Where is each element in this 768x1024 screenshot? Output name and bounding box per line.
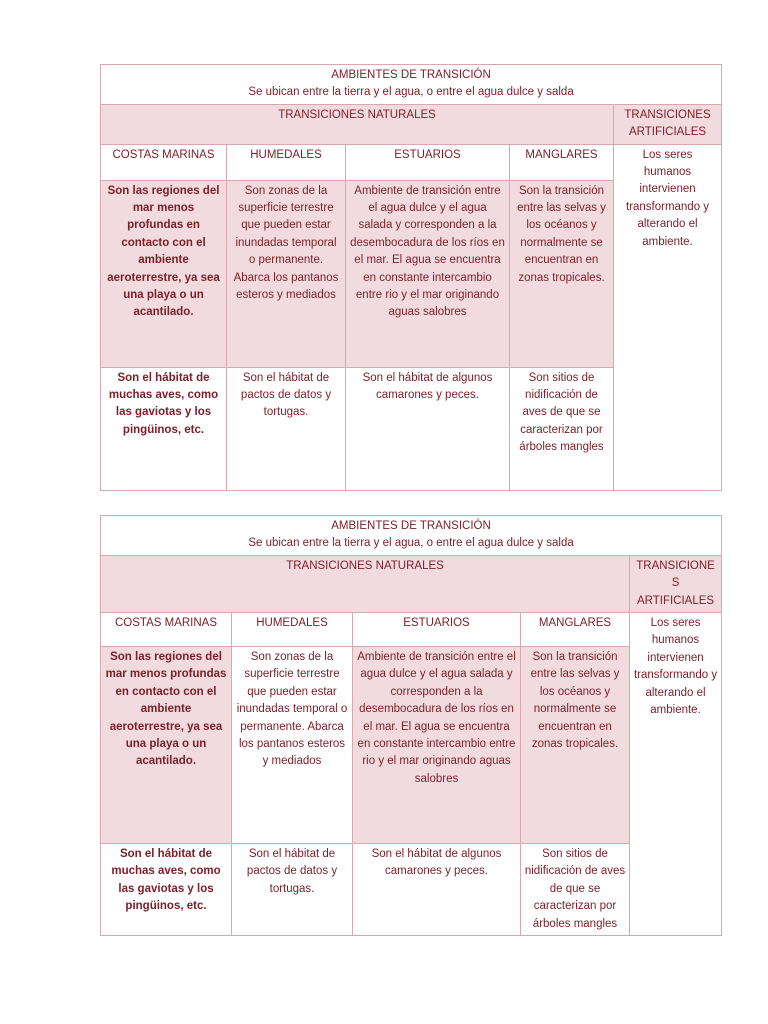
column-header-humedales: HUMEDALES <box>227 144 346 180</box>
table-title-cell <box>101 65 722 105</box>
column-header-estuarios: ESTUARIOS <box>353 613 521 647</box>
column-header-humedales: HUMEDALES <box>232 613 353 647</box>
habitat-manglares: Son sitios de nidificación de aves de que se caracterizan por árboles mangles <box>521 844 630 936</box>
artificial-transitions-header: TRANSICIONES ARTIFICIALES <box>614 104 722 144</box>
habitat-estuarios: Son el hábitat de algunos camarones y peces. <box>353 844 521 936</box>
table-subtitle: Se ubican entre la tierra y el agua, o entre el agua dulce y salda <box>248 86 574 99</box>
habitat-manglares: Son sitios de nidificación de aves de que se caracterizan por árboles mangles <box>510 367 614 490</box>
definition-estuarios: Ambiente de transición entre el agua dulce y el agua salada y corresponden a la desembocadura de los ríos en el mar. El agua se encuentra en constante intercambio entre rio y el mar originando aguas salobres <box>353 647 521 844</box>
habitat-humedales: Son el hábitat de pactos de datos y tortugas. <box>232 844 353 936</box>
definition-manglares: Son la transición entre las selvas y los océanos y normalmente se encuentran en zonas tropicales. <box>521 647 630 844</box>
definition-costas: Son las regiones del mar menos profundas en contacto con el ambiente aeroterrestre, ya sea una playa o un acantilado. <box>101 180 227 367</box>
habitat-costas: Son el hábitat de muchas aves, como las gaviotas y los pingüinos, etc. <box>101 367 227 490</box>
column-header-costas: COSTAS MARINAS <box>101 613 232 647</box>
column-header-estuarios: ESTUARIOS <box>346 144 510 180</box>
habitat-estuarios: Son el hábitat de algunos camarones y peces. <box>346 367 510 490</box>
definition-costas: Son las regiones del mar menos profundas en contacto con el ambiente aeroterrestre, ya sea una playa o un acantilado. <box>101 647 232 844</box>
natural-transitions-header: TRANSICIONES NATURALES <box>101 104 614 144</box>
definition-humedales: Son zonas de la superficie terrestre que pueden estar inundadas temporal o permanente. Abarca los pantanos esteros y mediados <box>232 647 353 844</box>
artificial-transitions-header: TRANSICIONES ARTIFICIALES <box>630 555 722 612</box>
definition-humedales: Son zonas de la superficie terrestre que pueden estar inundadas temporal o permanente. Abarca los pantanos esteros y mediados <box>227 180 346 367</box>
column-header-manglares: MANGLARES <box>521 613 630 647</box>
transition-table-1 <box>100 64 722 491</box>
artificial-transitions-text: Los seres humanos intervienen transformando y alterando el ambiente. <box>630 613 722 936</box>
table-title-cell <box>101 516 722 556</box>
column-header-costas: COSTAS MARINAS <box>101 144 227 180</box>
definition-estuarios: Ambiente de transición entre el agua dulce y el agua salada y corresponden a la desembocadura de los ríos en el mar. El agua se encuentra en constante intercambio entre rio y el mar originando aguas salobres <box>346 180 510 367</box>
natural-transitions-header: TRANSICIONES NATURALES <box>101 555 630 612</box>
habitat-humedales: Son el hábitat de pactos de datos y tortugas. <box>227 367 346 490</box>
definition-manglares: Son la transición entre las selvas y los océanos y normalmente se encuentran en zonas tropicales. <box>510 180 614 367</box>
table-title: AMBIENTES DE TRANSICIÓN <box>331 69 491 81</box>
table-title: AMBIENTES DE TRANSICIÓN <box>331 520 491 532</box>
habitat-costas: Son el hábitat de muchas aves, como las gaviotas y los pingüinos, etc. <box>101 844 232 936</box>
artificial-transitions-text: Los seres humanos intervienen transformando y alterando el ambiente. <box>614 144 722 490</box>
transition-table-2 <box>100 515 722 936</box>
column-header-manglares: MANGLARES <box>510 144 614 180</box>
table-subtitle: Se ubican entre la tierra y el agua, o entre el agua dulce y salda <box>248 537 574 550</box>
